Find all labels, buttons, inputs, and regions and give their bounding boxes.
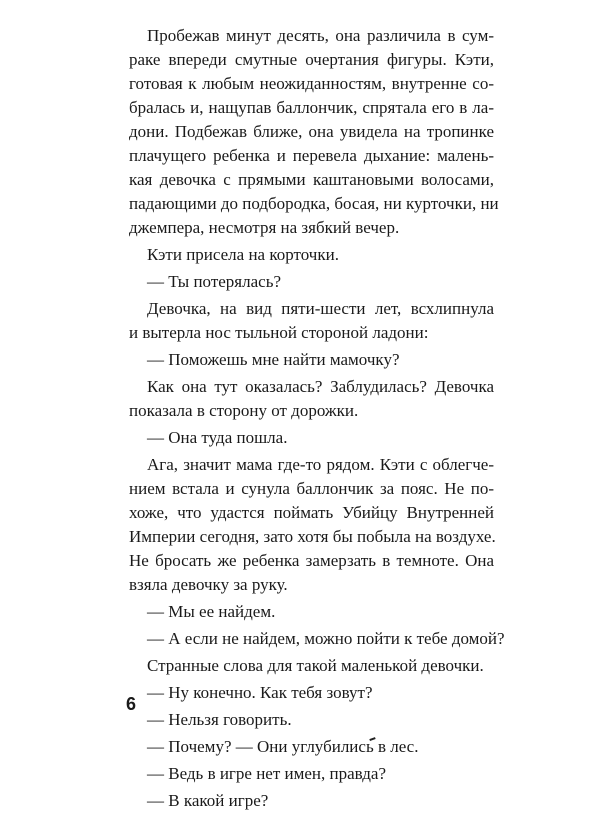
text-line: хоже, что удастся поймать Убийцу Внутренней (129, 503, 494, 522)
text-line: дони. Подбежав ближе, она увидела на тропинке (129, 122, 494, 141)
paragraph (129, 735, 494, 759)
text-line: бралась и, нащупав баллончик, спрятала его в ла- (129, 98, 494, 117)
text-line: — Мы ее найдем. (147, 602, 276, 621)
paragraph (129, 348, 494, 372)
text-line: — Нельзя говорить. (147, 710, 292, 729)
text-line: Империи сегодня, зато хотя бы побыла на воздухе. (129, 527, 496, 546)
paragraph (129, 762, 494, 786)
text-line: — В какой игре? (147, 791, 269, 810)
paragraph (129, 627, 505, 651)
paragraph (129, 453, 494, 597)
text-line: — Ты потерялась? (147, 272, 281, 291)
text-line: Не бросать же ребенка замерзать в темноте. Она (129, 551, 494, 570)
paragraph (129, 600, 494, 624)
text-line: — Она туда пошла. (147, 428, 288, 447)
text-line: — Ведь в игре нет имен, правда? (147, 764, 387, 783)
paragraph (129, 24, 499, 240)
text-block (129, 24, 505, 816)
paragraph (129, 297, 494, 345)
text-line: Ага, значит мама где-то рядом. Кэти с облегче- (147, 455, 494, 474)
paragraph (129, 375, 494, 423)
text-line: показала в сторону от дорожки. (129, 401, 359, 420)
text-line: — Почему? — Они углубились в лес. (147, 737, 419, 756)
text-line: раке впереди смутные очертания фигуры. Кэти, (129, 50, 494, 69)
text-line: Пробежав минут десять, она различила в сум- (147, 26, 494, 45)
paragraph (129, 681, 494, 705)
paragraph (129, 426, 494, 450)
paragraph (129, 654, 494, 678)
text-line: — А если не найдем, можно пойти к тебе домой? (147, 629, 505, 648)
text-line: — Поможешь мне найти мамочку? (147, 350, 400, 369)
text-line: Странные слова для такой маленькой девочки. (147, 656, 484, 675)
text-line: Как она тут оказалась? Заблудилась? Девочка (147, 377, 494, 396)
paragraph (129, 708, 494, 732)
text-line: Девочка, на вид пяти-шести лет, всхлипнула (147, 299, 494, 318)
paragraph (129, 789, 494, 813)
paragraph (129, 243, 494, 267)
paragraph (129, 270, 494, 294)
text-line: падающими до подбородка, босая, ни курточки, ни (129, 194, 499, 213)
text-line: нием встала и сунула баллончик за пояс. Не по- (129, 479, 494, 498)
text-line: плачущего ребенка и перевела дыхание: малень- (129, 146, 494, 165)
text-line: готовая к любым неожиданностям, внутренне со- (129, 74, 494, 93)
text-line: джемпера, несмотря на зябкий вечер. (129, 218, 400, 237)
text-line: Кэти присела на корточки. (147, 245, 339, 264)
text-line: — Ну конечно. Как тебя зовут? (147, 683, 373, 702)
text-line: кая девочка с прямыми каштановыми волосами, (129, 170, 494, 189)
page-number: 6 (126, 694, 137, 714)
text-line: взяла девочку за руку. (129, 575, 288, 594)
text-line: и вытерла нос тыльной стороной ладони: (129, 323, 429, 342)
